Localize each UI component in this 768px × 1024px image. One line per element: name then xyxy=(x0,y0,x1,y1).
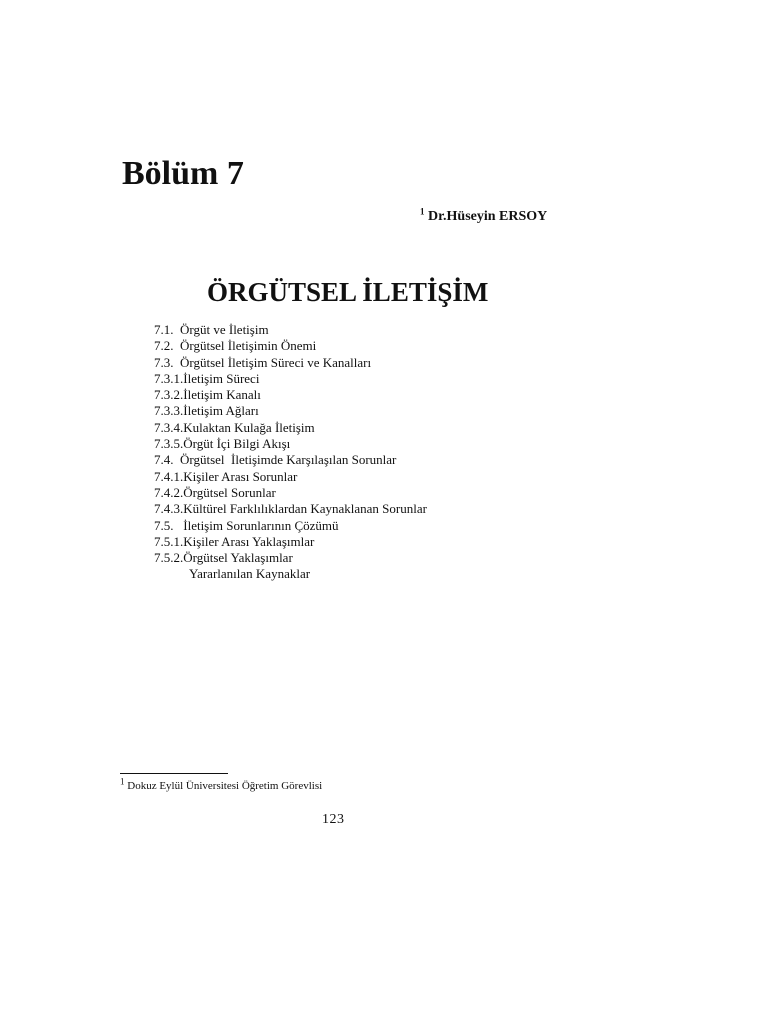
toc-item: 7.3.1.İletişim Süreci xyxy=(154,370,260,386)
toc-item: 7.4.2.Örgütsel Sorunlar xyxy=(154,484,276,500)
toc-item: 7.5. İletişim Sorunlarının Çözümü xyxy=(154,517,339,533)
toc-item: 7.5.2.Örgütsel Yaklaşımlar xyxy=(154,550,293,566)
author-line xyxy=(420,207,547,227)
toc-item: 7.3.4.Kulaktan Kulağa İletişim xyxy=(154,419,315,435)
toc-item: 7.2. Örgütsel İletişimin Önemi xyxy=(154,338,317,354)
chapter-heading: Bölüm 7 xyxy=(122,155,244,192)
footnote-mark: 1 xyxy=(120,776,125,787)
footnote xyxy=(120,778,322,794)
toc-item: 7.4.3.Kültürel Farklılıklardan Kaynaklanan Sorunlar xyxy=(154,501,427,517)
toc-item-references: Yararlanılan Kaynaklar xyxy=(189,566,311,582)
page-number: 123 xyxy=(322,812,345,827)
author-name: Dr.Hüseyin ERSOY xyxy=(428,209,548,224)
toc-item: 7.3. Örgütsel İletişim Süreci ve Kanalları xyxy=(154,354,372,370)
toc-item: 7.4. Örgütsel İletişimde Karşılaşılan Sorunlar xyxy=(154,452,397,468)
toc-item: 7.4.1.Kişiler Arası Sorunlar xyxy=(154,468,298,484)
author-footnote-mark: 1 xyxy=(420,206,425,217)
table-of-contents xyxy=(154,322,427,583)
toc-item: 7.3.5.Örgüt İçi Bilgi Akışı xyxy=(154,436,291,452)
footnote-text: Dokuz Eylül Üniversitesi Öğretim Görevlisi xyxy=(127,780,323,792)
footnote-divider xyxy=(120,773,228,774)
toc-item: 7.1. Örgüt ve İletişim xyxy=(154,322,269,337)
toc-item: 7.5.1.Kişiler Arası Yaklaşımlar xyxy=(154,533,315,549)
toc-item: 7.3.2.İletişim Kanalı xyxy=(154,387,261,403)
page-title: ÖRGÜTSEL İLETİŞİM xyxy=(207,277,489,307)
toc-item: 7.3.3.İletişim Ağları xyxy=(154,403,259,419)
